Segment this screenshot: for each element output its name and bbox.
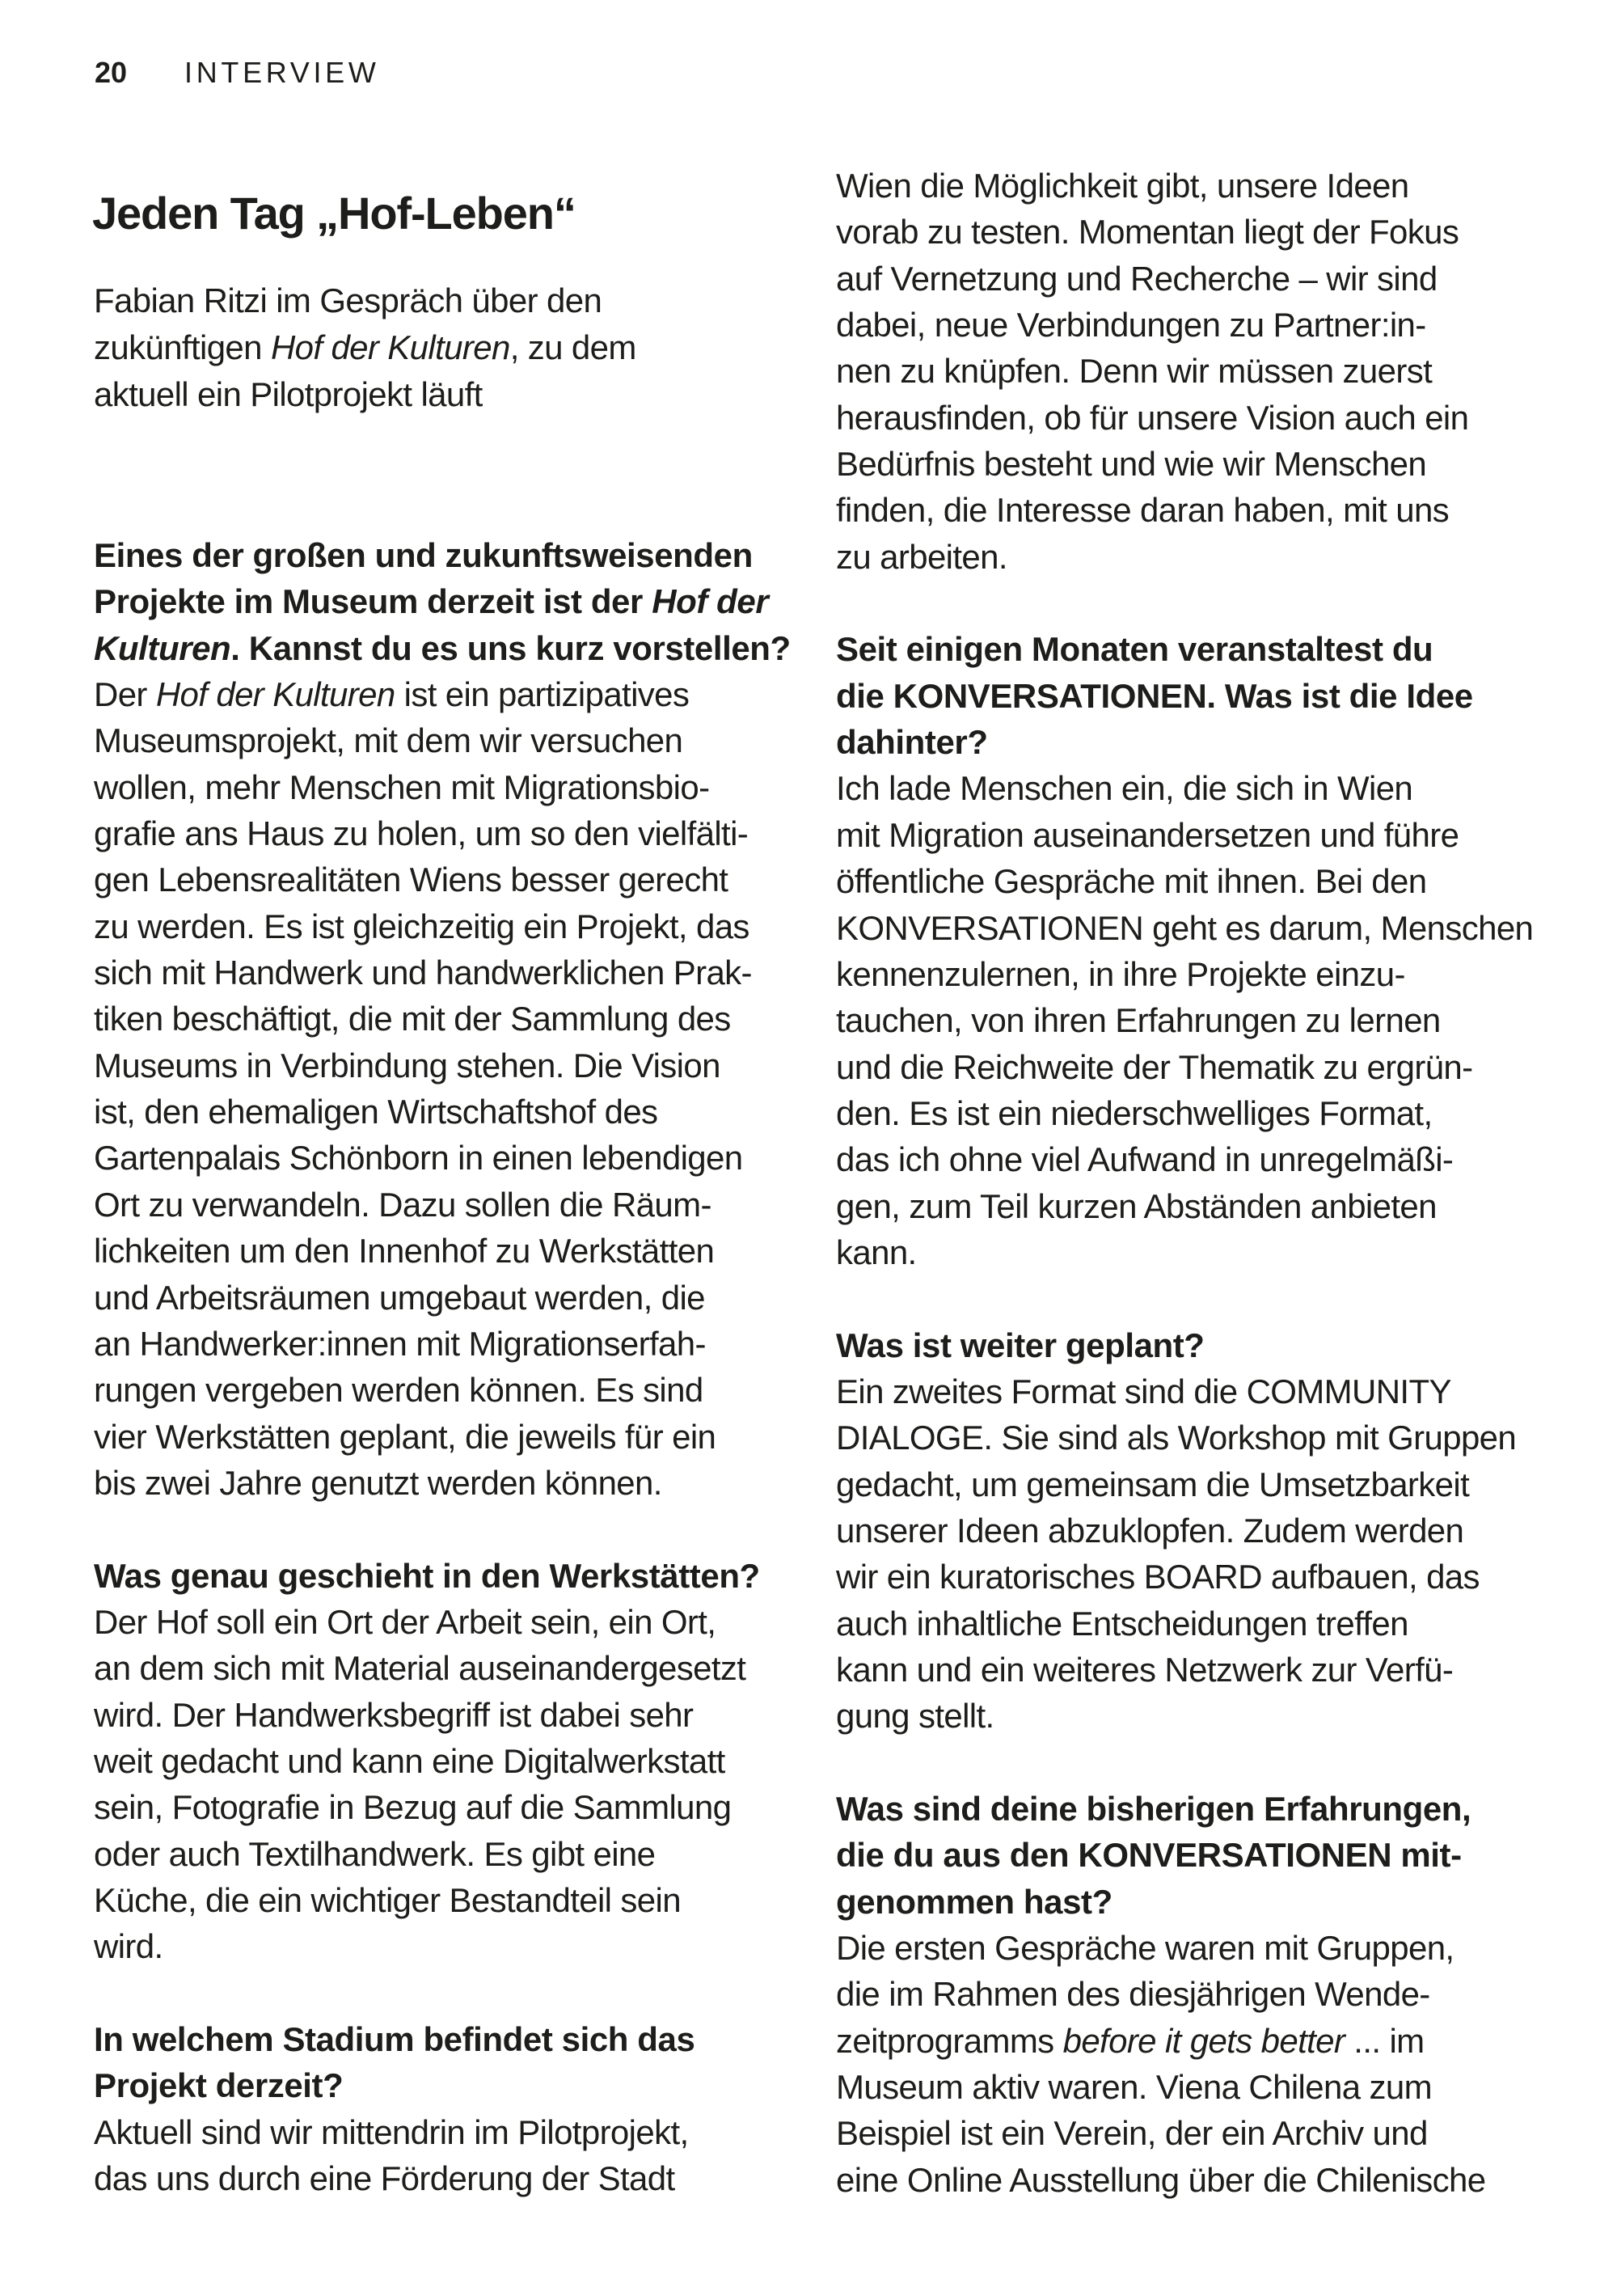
text-line: Seit einigen Monaten veranstaltest du: [836, 630, 1433, 669]
page-number: 20: [95, 56, 128, 89]
text-line: zukünftigen Hof der Kulturen, zu dem: [94, 328, 636, 366]
text-line: öffentliche Gespräche mit ihnen. Bei den: [836, 862, 1427, 901]
text-line: das ich ohne viel Aufwand in unregelmäßi-: [836, 1140, 1454, 1179]
text-line: Ort zu verwandeln. Dazu sollen die Räum-: [94, 1185, 711, 1224]
text-line: grafie ans Haus zu holen, um so den vielfälti-: [94, 814, 749, 853]
answer-block: [94, 1599, 791, 1970]
text-line: Bedürfnis besteht und wie wir Menschen: [836, 445, 1427, 484]
article-standfirst: [94, 277, 636, 418]
article-title: Jeden Tag „Hof-Leben“: [92, 187, 576, 239]
text-line: vier Werkstätten geplant, die jeweils für ein: [94, 1417, 716, 1456]
text-line: oder auch Textilhandwerk. Es gibt eine: [94, 1834, 656, 1873]
text-line: Der Hof soll ein Ort der Arbeit sein, ein Ort,: [94, 1602, 716, 1641]
text-line: Fabian Ritzi im Gespräch über den: [94, 281, 602, 319]
text-line: weit gedacht und kann eine Digitalwerkstatt: [94, 1741, 725, 1780]
question-block: [94, 1553, 791, 1599]
text-line: genommen hast?: [836, 1882, 1112, 1921]
text-line: Museumsprojekt, mit dem wir versuchen: [94, 721, 683, 760]
text-line: auf Vernetzung und Recherche – wir sind: [836, 259, 1438, 298]
text-line: gen Lebensrealitäten Wiens besser gerecht: [94, 860, 728, 899]
text-line: Kulturen. Kannst du es uns kurz vorstellen?: [94, 628, 791, 667]
text-line: die KONVERSATIONEN. Was ist die Idee: [836, 676, 1473, 715]
text-line: rungen vergeben werden können. Es sind: [94, 1371, 703, 1410]
text-line: und die Reichweite der Thematik zu ergrün-: [836, 1047, 1473, 1086]
question-block: [836, 1786, 1533, 1925]
text-line: mit Migration auseinandersetzen und führe: [836, 815, 1459, 854]
text-line: Die ersten Gespräche waren mit Gruppen,: [836, 1929, 1454, 1968]
text-line: Aktuell sind wir mittendrin im Pilotprojekt,: [94, 2112, 689, 2151]
answer-block: [836, 765, 1533, 1275]
text-line: wir ein kuratorisches BOARD aufbauen, das: [836, 1558, 1480, 1596]
text-line: gen, zum Teil kurzen Abständen anbieten: [836, 1186, 1437, 1225]
text-line: Ich lade Menschen ein, die sich in Wien: [836, 769, 1413, 808]
text-line: wollen, mehr Menschen mit Migrationsbio-: [94, 767, 710, 806]
question-block: [94, 2016, 791, 2109]
text-line: das uns durch eine Förderung der Stadt: [94, 2159, 675, 2198]
text-line: KONVERSATIONEN geht es darum, Menschen: [836, 908, 1534, 947]
text-line: Gartenpalais Schönborn in einen lebendigen: [94, 1139, 743, 1178]
text-line: die im Rahmen des diesjährigen Wende-: [836, 1975, 1430, 2014]
answer-block: [836, 1368, 1533, 1740]
article-column-right: [836, 163, 1533, 2203]
text-line: vorab zu testen. Momentan liegt der Fokus: [836, 213, 1459, 252]
text-line: ist, den ehemaligen Wirtschaftshof des: [94, 1093, 658, 1131]
text-line: In welchem Stadium befindet sich das: [94, 2020, 695, 2058]
text-line: lichkeiten um den Innenhof zu Werkstätten: [94, 1232, 715, 1271]
text-line: gung stellt.: [836, 1697, 994, 1736]
answer-block: [836, 1925, 1533, 2203]
text-line: dahinter?: [836, 723, 988, 762]
text-line: wird.: [94, 1927, 163, 1966]
text-line: Museums in Verbindung stehen. Die Vision: [94, 1046, 720, 1085]
page-header: [95, 56, 380, 90]
text-line: Beispiel ist ein Verein, der ein Archiv und: [836, 2114, 1428, 2153]
article-column-left: [94, 532, 791, 2201]
text-line: nen zu knüpfen. Denn wir müssen zuerst: [836, 352, 1433, 391]
text-line: Ein zweites Format sind die COMMUNITY: [836, 1372, 1451, 1410]
text-line: gedacht, um gemeinsam die Umsetzbarkeit: [836, 1465, 1470, 1503]
answer-block: [94, 671, 791, 1506]
text-line: aktuell ein Pilotprojekt läuft: [94, 375, 483, 413]
text-line: herausfinden, ob für unsere Vision auch ein: [836, 398, 1469, 437]
text-line: Was sind deine bisherigen Erfahrungen,: [836, 1790, 1471, 1829]
text-line: die du aus den KONVERSATIONEN mit-: [836, 1836, 1462, 1875]
text-line: zeitprogramms before it gets better ... im: [836, 2021, 1425, 2060]
text-line: unserer Ideen abzuklopfen. Zudem werden: [836, 1511, 1464, 1550]
answer-block: [836, 163, 1533, 580]
text-line: auch inhaltliche Entscheidungen treffen: [836, 1604, 1408, 1643]
text-line: sich mit Handwerk und handwerklichen Prak-: [94, 953, 752, 992]
text-line: DIALOGE. Sie sind als Workshop mit Gruppen: [836, 1419, 1517, 1457]
text-line: den. Es ist ein niederschwelliges Format,: [836, 1093, 1433, 1132]
text-line: sein, Fotografie in Bezug auf die Sammlung: [94, 1788, 732, 1827]
text-line: bis zwei Jahre genutzt werden können.: [94, 1463, 662, 1502]
text-line: Projekte im Museum derzeit ist der Hof der: [94, 582, 769, 621]
text-line: und Arbeitsräumen umgebaut werden, die: [94, 1278, 705, 1317]
text-line: wird. Der Handwerksbegriff ist dabei sehr: [94, 1695, 694, 1734]
text-line: Wien die Möglichkeit gibt, unsere Ideen: [836, 167, 1409, 205]
text-line: zu arbeiten.: [836, 537, 1007, 576]
text-line: tiken beschäftigt, die mit der Sammlung des: [94, 1000, 731, 1038]
text-line: kennenzulernen, in ihre Projekte einzu-: [836, 954, 1405, 993]
section-label: INTERVIEW: [184, 56, 380, 89]
text-line: Museum aktiv waren. Viena Chilena zum: [836, 2068, 1432, 2107]
text-line: Projekt derzeit?: [94, 2066, 344, 2105]
text-line: dabei, neue Verbindungen zu Partner:in-: [836, 306, 1426, 345]
text-line: Eines der großen und zukunftsweisenden: [94, 536, 753, 574]
text-line: an dem sich mit Material auseinandergesetzt: [94, 1649, 746, 1688]
answer-block: [94, 2109, 791, 2202]
text-line: Der Hof der Kulturen ist ein partizipatives: [94, 675, 690, 714]
text-line: Was ist weiter geplant?: [836, 1326, 1205, 1364]
text-line: kann.: [836, 1233, 917, 1271]
question-block: [94, 532, 791, 671]
text-line: kann und ein weiteres Netzwerk zur Verfü-: [836, 1651, 1454, 1689]
question-block: [836, 626, 1533, 765]
text-line: Was genau geschieht in den Werkstätten?: [94, 1556, 760, 1595]
text-line: an Handwerker:innen mit Migrationserfah-: [94, 1324, 706, 1363]
text-line: eine Online Ausstellung über die Chilenische: [836, 2160, 1486, 2199]
text-line: finden, die Interesse daran haben, mit uns: [836, 491, 1450, 530]
text-line: zu werden. Es ist gleichzeitig ein Projekt, das: [94, 907, 749, 945]
question-block: [836, 1322, 1533, 1368]
text-line: Küche, die ein wichtiger Bestandteil sein: [94, 1880, 681, 1919]
text-line: tauchen, von ihren Erfahrungen zu lernen: [836, 1001, 1441, 1040]
